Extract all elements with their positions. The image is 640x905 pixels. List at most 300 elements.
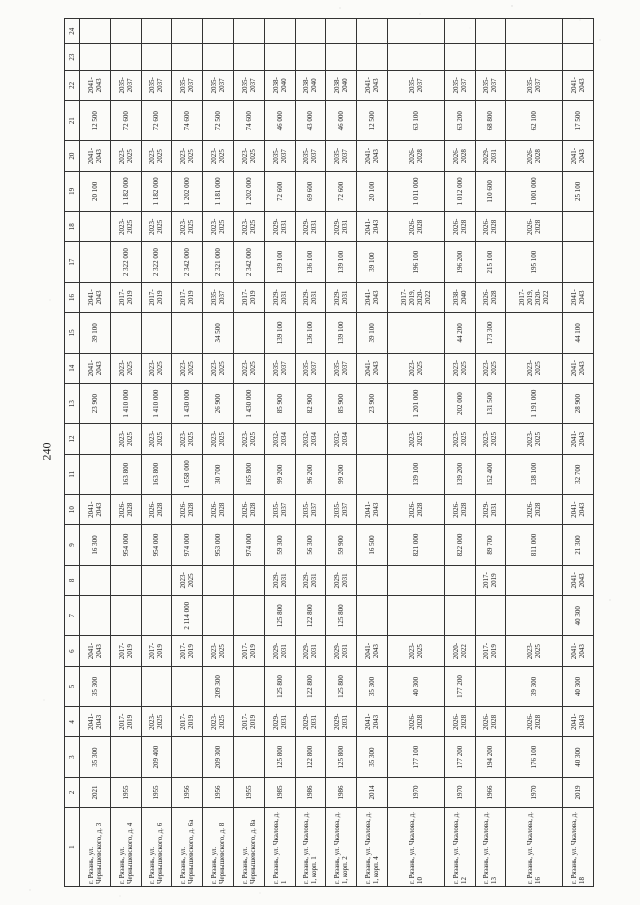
address-cell: г. Рязань, ул. Чкалова, д. 13: [475, 808, 506, 887]
table-cell: [357, 424, 388, 454]
table-cell: 2 342 000: [233, 242, 264, 282]
table-cell: 2038-2040: [295, 70, 326, 100]
table-cell: 2035-2037: [326, 495, 357, 525]
table-cell: [141, 19, 172, 44]
table-cell: 2023-2025: [444, 353, 475, 383]
table-cell: 2041-2043: [563, 565, 594, 595]
table-cell: 99 200: [326, 454, 357, 494]
column-header-18: 18: [65, 212, 80, 242]
table-cell: 2038-2040: [264, 70, 295, 100]
table-cell: 1955: [141, 777, 172, 807]
table-cell: 2023-2025: [203, 141, 234, 171]
table-cell: 2035-2037: [387, 70, 444, 100]
table-rotated: [64, 18, 594, 887]
table-cell: 2017-2019: [141, 636, 172, 666]
table-cell: [357, 596, 388, 636]
table-cell: 44 200: [444, 313, 475, 353]
table-cell: [203, 565, 234, 595]
table-cell: 2017-2019, 2020-2022: [387, 282, 444, 312]
table-cell: 1956: [203, 777, 234, 807]
column-header-14: 14: [65, 353, 80, 383]
table-cell: [475, 19, 506, 44]
table-cell: 39 100: [80, 313, 111, 353]
table-row: [172, 19, 203, 887]
table-cell: 2023-2025: [141, 707, 172, 737]
table-cell: 1 182 000: [110, 171, 141, 211]
table-cell: 2017-2019: [110, 282, 141, 312]
table-cell: 1 011 000: [387, 171, 444, 211]
table-cell: 2017-2019: [233, 707, 264, 737]
table-cell: 85 900: [264, 383, 295, 423]
table-cell: 2026-2028: [444, 141, 475, 171]
table-cell: [387, 44, 444, 70]
column-header-19: 19: [65, 171, 80, 211]
table-cell: 63 100: [387, 101, 444, 141]
table-cell: [326, 44, 357, 70]
table-cell: 2041-2043: [357, 70, 388, 100]
table-cell: 139 100: [387, 454, 444, 494]
table-cell: 1970: [444, 777, 475, 807]
table-cell: 1 410 000: [141, 383, 172, 423]
table-cell: 2 114 000: [172, 596, 203, 636]
table-cell: 2023-2025: [141, 212, 172, 242]
table-cell: [506, 44, 563, 70]
table-cell: 2041-2043: [80, 495, 111, 525]
table-cell: 25 100: [563, 171, 594, 211]
table-cell: 2023-2025: [475, 353, 506, 383]
table-cell: 974 000: [172, 525, 203, 565]
table-cell: 2020-2022: [444, 636, 475, 666]
address-cell: г. Рязань, ул. Чернышевского, д. 8а: [233, 808, 264, 887]
table-cell: [387, 596, 444, 636]
address-cell: г. Рязань, ул. Чкалова, д. 1, корп. 2: [326, 808, 357, 887]
table-cell: 125 800: [264, 596, 295, 636]
table-cell: 139 100: [326, 242, 357, 282]
address-cell: г. Рязань, ул. Чернышевского, д. 3: [80, 808, 111, 887]
table-cell: 2023-2025: [203, 424, 234, 454]
table-cell: 2017-2019: [172, 636, 203, 666]
table-cell: 63 200: [444, 101, 475, 141]
table-cell: 2035-2037: [203, 70, 234, 100]
table-cell: [141, 313, 172, 353]
table-cell: 2029-2031: [295, 707, 326, 737]
column-header-17: 17: [65, 242, 80, 282]
table-cell: 2023-2025: [203, 353, 234, 383]
column-header-8: 8: [65, 565, 80, 595]
table-cell: 2029-2031: [264, 707, 295, 737]
table-cell: 2017-2019: [110, 707, 141, 737]
table-cell: 2035-2037: [203, 282, 234, 312]
table-cell: 28 900: [563, 383, 594, 423]
table-cell: [563, 212, 594, 242]
table-cell: [563, 19, 594, 44]
address-cell: г. Рязань, ул. Чкалова, д. 12: [444, 808, 475, 887]
table-cell: 2029-2031: [475, 495, 506, 525]
column-header-12: 12: [65, 424, 80, 454]
table-cell: [141, 596, 172, 636]
table-cell: [203, 596, 234, 636]
table-cell: 2041-2043: [80, 282, 111, 312]
column-header-7: 7: [65, 596, 80, 636]
column-header-20: 20: [65, 141, 80, 171]
table-cell: [80, 454, 111, 494]
table-cell: [172, 666, 203, 706]
table-cell: 1955: [233, 777, 264, 807]
page-number: 240: [39, 442, 54, 461]
table-cell: 2035-2037: [264, 353, 295, 383]
table-cell: 139 200: [444, 454, 475, 494]
table-cell: 811 000: [506, 525, 563, 565]
table-cell: 2041-2043: [357, 141, 388, 171]
table-cell: 2041-2043: [563, 424, 594, 454]
table-cell: 131 500: [475, 383, 506, 423]
address-cell: г. Рязань, ул. Чкалова, д. 16: [506, 808, 563, 887]
table-cell: 110 600: [475, 171, 506, 211]
table-cell: 1966: [475, 777, 506, 807]
table-cell: 2019: [563, 777, 594, 807]
column-header-6: 6: [65, 636, 80, 666]
table-cell: [233, 313, 264, 353]
table-cell: 177 200: [444, 666, 475, 706]
table-body: [80, 19, 594, 887]
table-cell: [475, 666, 506, 706]
table-cell: 39 100: [357, 313, 388, 353]
table-cell: 2035-2037: [295, 495, 326, 525]
table-cell: [444, 565, 475, 595]
table-cell: 2 322 000: [141, 242, 172, 282]
table-cell: 23 900: [357, 383, 388, 423]
table-cell: [563, 44, 594, 70]
table-cell: 2026-2028: [475, 282, 506, 312]
table-cell: 46 000: [326, 101, 357, 141]
table-cell: 16 500: [357, 525, 388, 565]
table-cell: 2041-2043: [357, 282, 388, 312]
table-cell: 20 100: [80, 171, 111, 211]
table-cell: 2023-2025: [110, 212, 141, 242]
table-cell: 1 012 000: [444, 171, 475, 211]
table-cell: 35 300: [357, 737, 388, 777]
table-cell: 2017-2019: [475, 636, 506, 666]
table-cell: 152 400: [475, 454, 506, 494]
table-cell: 821 000: [387, 525, 444, 565]
table-row: [295, 19, 326, 887]
table-cell: [233, 565, 264, 595]
table-cell: 2041-2043: [563, 141, 594, 171]
table-cell: 59 300: [264, 525, 295, 565]
table-cell: 2035-2037: [326, 141, 357, 171]
table-cell: 2029-2031: [264, 565, 295, 595]
table-cell: 2029-2031: [295, 282, 326, 312]
table-cell: 1 001 000: [506, 171, 563, 211]
table-cell: 2023-2025: [141, 424, 172, 454]
column-header-21: 21: [65, 101, 80, 141]
table-cell: 2026-2028: [387, 141, 444, 171]
table-cell: 46 000: [264, 101, 295, 141]
table-cell: 209 400: [141, 737, 172, 777]
table-cell: 2029-2031: [264, 282, 295, 312]
address-cell: г. Рязань, ул. Чкалова, д. 10: [387, 808, 444, 887]
table-cell: 139 100: [326, 313, 357, 353]
table-cell: 125 800: [326, 666, 357, 706]
table-cell: [506, 313, 563, 353]
column-header-24: 24: [65, 19, 80, 44]
table-cell: 1 201 000: [387, 383, 444, 423]
table-cell: 194 200: [475, 737, 506, 777]
table-cell: 2026-2028: [444, 212, 475, 242]
table-cell: 2029-2031: [326, 636, 357, 666]
table-cell: 40 300: [563, 737, 594, 777]
table-cell: [233, 596, 264, 636]
table-cell: 2035-2037: [295, 141, 326, 171]
table-cell: 2 321 000: [203, 242, 234, 282]
table-row: [506, 19, 563, 887]
column-header-23: 23: [65, 44, 80, 70]
table-cell: [110, 666, 141, 706]
table-cell: 72 500: [203, 101, 234, 141]
table-cell: 2023-2025: [172, 212, 203, 242]
table-cell: 2035-2037: [295, 353, 326, 383]
table-cell: 2023-2025: [233, 424, 264, 454]
table-cell: [264, 44, 295, 70]
table-cell: 1 202 000: [172, 171, 203, 211]
table-cell: [141, 565, 172, 595]
column-header-1: 1: [65, 808, 80, 887]
table-cell: 99 200: [264, 454, 295, 494]
table-cell: 2032-2034: [295, 424, 326, 454]
table-cell: 26 900: [203, 383, 234, 423]
table-cell: 2017-2019: [172, 707, 203, 737]
table-cell: 2041-2043: [357, 212, 388, 242]
table-cell: 2041-2043: [80, 353, 111, 383]
table-cell: 2026-2028: [203, 495, 234, 525]
table-row: [475, 19, 506, 887]
table-cell: 1986: [326, 777, 357, 807]
address-cell: г. Рязань, ул. Чкалова, д. 18: [563, 808, 594, 887]
header-row: [65, 19, 80, 887]
address-cell: г. Рязань, ул. Чернышевского, д. 4: [110, 808, 141, 887]
table-cell: 56 300: [295, 525, 326, 565]
table-cell: 2023-2025: [506, 353, 563, 383]
table-cell: 2017-2019: [141, 282, 172, 312]
table-cell: [172, 19, 203, 44]
table-cell: 62 100: [506, 101, 563, 141]
table-cell: [563, 242, 594, 282]
table-cell: 35 300: [80, 666, 111, 706]
table-cell: [110, 44, 141, 70]
address-cell: г. Рязань, ул. Чкалова, д. 1, корп. 4: [357, 808, 388, 887]
table-cell: 1 181 000: [203, 171, 234, 211]
table-cell: 23 900: [80, 383, 111, 423]
table-cell: 30 700: [203, 454, 234, 494]
table-cell: 139 100: [264, 313, 295, 353]
repair-schedule-table: [64, 18, 594, 887]
table-cell: 2026-2028: [506, 495, 563, 525]
table-cell: 1 410 000: [110, 383, 141, 423]
column-header-13: 13: [65, 383, 80, 423]
table-cell: 2041-2043: [80, 70, 111, 100]
table-cell: [80, 596, 111, 636]
table-row: [110, 19, 141, 887]
column-header-11: 11: [65, 454, 80, 494]
table-cell: 2041-2043: [357, 707, 388, 737]
table-cell: 2026-2028: [444, 495, 475, 525]
table-cell: 136 100: [295, 313, 326, 353]
table-cell: 2026-2028: [172, 495, 203, 525]
table-cell: 74 600: [233, 101, 264, 141]
table-cell: 2023-2025: [172, 565, 203, 595]
table-cell: 2041-2043: [357, 636, 388, 666]
column-header-5: 5: [65, 666, 80, 706]
table-cell: 17 500: [563, 101, 594, 141]
table-cell: [357, 19, 388, 44]
table-cell: 1 182 000: [141, 171, 172, 211]
table-cell: 1 202 000: [233, 171, 264, 211]
table-cell: [506, 596, 563, 636]
table-cell: 12 500: [80, 101, 111, 141]
table-cell: 954 000: [141, 525, 172, 565]
table-cell: 2023-2025: [506, 636, 563, 666]
table-cell: 2029-2031: [295, 636, 326, 666]
table-cell: 2026-2028: [233, 495, 264, 525]
table-cell: 2029-2031: [295, 212, 326, 242]
table-cell: 2014: [357, 777, 388, 807]
table-cell: 209 300: [203, 666, 234, 706]
table-cell: 2029-2031: [264, 636, 295, 666]
table-cell: 2029-2031: [264, 212, 295, 242]
table-cell: 72 600: [264, 171, 295, 211]
table-cell: 822 000: [444, 525, 475, 565]
table-cell: 16 300: [80, 525, 111, 565]
table-cell: 122 800: [295, 666, 326, 706]
table-row: [387, 19, 444, 887]
table-cell: 2 342 000: [172, 242, 203, 282]
table-cell: 1 430 000: [172, 383, 203, 423]
table-cell: 2026-2028: [475, 212, 506, 242]
table-row: [141, 19, 172, 887]
column-header-16: 16: [65, 282, 80, 312]
table-cell: 2026-2028: [506, 141, 563, 171]
table-cell: [110, 596, 141, 636]
table-cell: 2023-2025: [387, 353, 444, 383]
table-cell: [475, 44, 506, 70]
table-cell: [110, 19, 141, 44]
table-cell: 176 100: [506, 737, 563, 777]
table-cell: 2035-2037: [264, 141, 295, 171]
table-cell: 89 700: [475, 525, 506, 565]
table-cell: [444, 596, 475, 636]
table-cell: 2041-2043: [80, 707, 111, 737]
table-cell: 68 800: [475, 101, 506, 141]
table-cell: [233, 737, 264, 777]
table-cell: [80, 212, 111, 242]
table-cell: 2041-2043: [357, 495, 388, 525]
table-cell: 2032-2034: [264, 424, 295, 454]
table-cell: 21 300: [563, 525, 594, 565]
table-cell: 2032-2034: [326, 424, 357, 454]
table-cell: 2041-2043: [357, 353, 388, 383]
table-cell: [80, 44, 111, 70]
table-cell: [110, 737, 141, 777]
table-cell: 2041-2043: [563, 495, 594, 525]
table-cell: [506, 19, 563, 44]
table-cell: 2023-2025: [233, 353, 264, 383]
table-cell: [357, 565, 388, 595]
table-cell: 125 800: [264, 737, 295, 777]
table-cell: 1970: [387, 777, 444, 807]
table-cell: [357, 454, 388, 494]
table-cell: 2035-2037: [326, 353, 357, 383]
table-cell: 2026-2028: [141, 495, 172, 525]
table-cell: [387, 313, 444, 353]
table-cell: 2035-2037: [110, 70, 141, 100]
table-cell: 34 500: [203, 313, 234, 353]
table-cell: 43 000: [295, 101, 326, 141]
table-cell: 2041-2043: [563, 282, 594, 312]
table-cell: 173 300: [475, 313, 506, 353]
table-cell: 139 100: [264, 242, 295, 282]
table-cell: 2035-2037: [506, 70, 563, 100]
table-cell: 12 500: [357, 101, 388, 141]
table-cell: [141, 44, 172, 70]
table-cell: 2029-2031: [295, 565, 326, 595]
table-cell: [233, 44, 264, 70]
table-cell: [233, 666, 264, 706]
table-frame: [64, 18, 594, 887]
table-cell: 39 100: [357, 242, 388, 282]
table-row: [203, 19, 234, 887]
table-cell: 2017-2019, 2020-2022: [506, 282, 563, 312]
table-cell: 2026-2028: [506, 707, 563, 737]
table-cell: 195 100: [506, 242, 563, 282]
table-cell: 2026-2028: [444, 707, 475, 737]
table-cell: 2023-2025: [172, 424, 203, 454]
table-cell: [295, 44, 326, 70]
table-cell: 1 658 000: [172, 454, 203, 494]
column-header-15: 15: [65, 313, 80, 353]
table-cell: 953 000: [203, 525, 234, 565]
table-cell: [110, 313, 141, 353]
table-cell: 2026-2028: [387, 495, 444, 525]
address-cell: г. Рязань, ул. Чернышевского, д. 6: [141, 808, 172, 887]
column-header-22: 22: [65, 70, 80, 100]
table-row: [357, 19, 388, 887]
table-cell: 2029-2031: [326, 212, 357, 242]
table-cell: 2041-2043: [563, 636, 594, 666]
table-cell: 163 800: [110, 454, 141, 494]
table-cell: [80, 19, 111, 44]
table-cell: 125 800: [326, 596, 357, 636]
table-cell: 122 800: [295, 737, 326, 777]
table-cell: 974 000: [233, 525, 264, 565]
table-cell: 2029-2031: [326, 707, 357, 737]
table-cell: 2017-2019: [172, 282, 203, 312]
table-cell: [141, 666, 172, 706]
table-cell: 125 800: [326, 737, 357, 777]
table-cell: 1956: [172, 777, 203, 807]
table-cell: 2 322 000: [110, 242, 141, 282]
table-cell: 215 100: [475, 242, 506, 282]
table-cell: [110, 565, 141, 595]
table-cell: 2041-2043: [563, 70, 594, 100]
table-cell: [326, 19, 357, 44]
table-cell: 2023-2025: [203, 707, 234, 737]
table-cell: 165 800: [233, 454, 264, 494]
table-cell: 125 800: [264, 666, 295, 706]
address-cell: г. Рязань, ул. Чкалова, д. 1: [264, 808, 295, 887]
table-cell: 2041-2043: [563, 707, 594, 737]
table-cell: 2041-2043: [563, 353, 594, 383]
table-cell: [80, 565, 111, 595]
